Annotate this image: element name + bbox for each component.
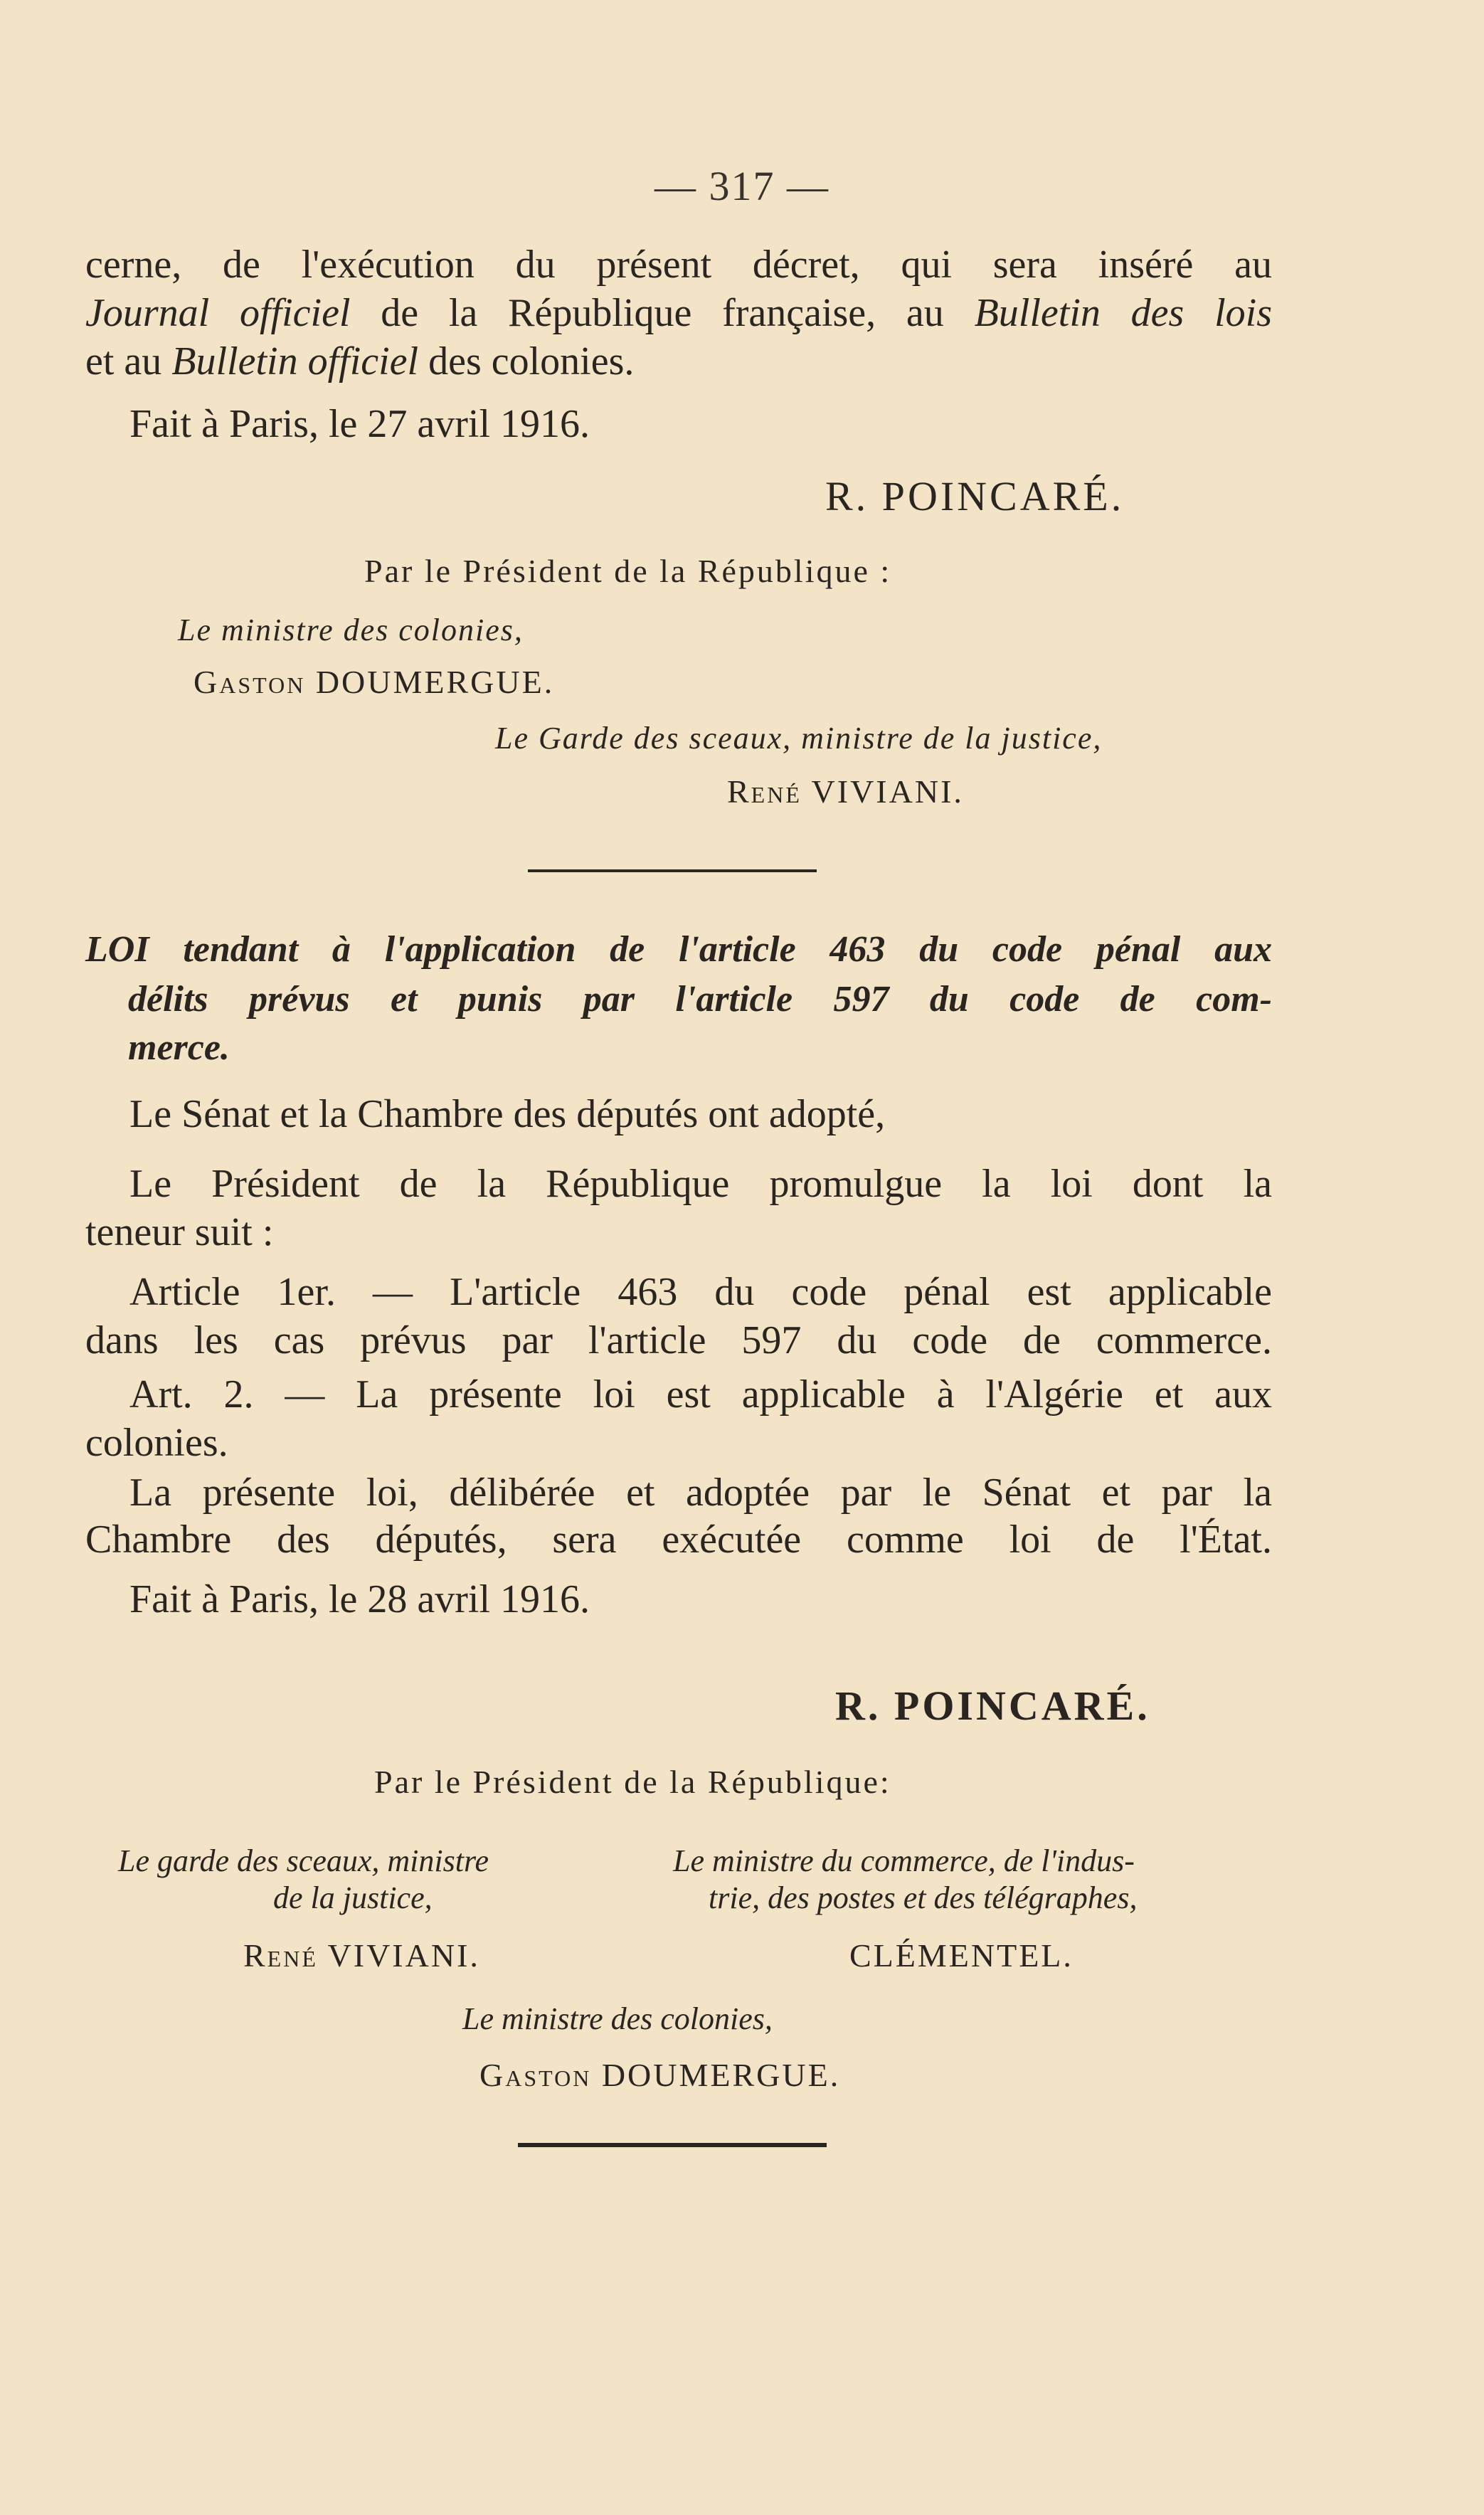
law-left-name: René VIVIANI. (243, 1937, 480, 1974)
bulletin-des-lois: Bulletin des lois (974, 291, 1272, 335)
decree-minister-colonies-title: Le ministre des colonies, (178, 613, 524, 647)
decree-line-2-mid: de la République française, au (350, 291, 975, 335)
law-right-name: CLÉMENTEL. (849, 1937, 1074, 1974)
law-para-2b: teneur suit : (85, 1210, 274, 1254)
decree-keeper-name: René VIVIANI. (727, 773, 964, 810)
decree-line-2 (85, 289, 1272, 337)
law-article-2: Art. 2. — La présente loi est applicable à l'Algérie et aux (129, 1372, 1272, 1417)
end-divider (518, 2143, 827, 2147)
law-left-title-2: de la justice, (273, 1880, 433, 1915)
decree-signature: R. POINCARÉ. (825, 473, 1125, 519)
decree-line-1: cerne, de l'exécution du présent décret, qui sera inséré au (85, 243, 1272, 287)
page-number: — 317 — (654, 163, 830, 209)
section-divider (528, 869, 817, 872)
decree-keeper-title: Le Garde des sceaux, ministre de la justice, (495, 721, 1103, 756)
law-para-3: La présente loi, délibérée et adoptée par le Sénat et par la (129, 1471, 1272, 1515)
law-signature: R. POINCARÉ. (835, 1683, 1150, 1729)
decree-minister-colonies-name: Gaston DOUMERGUE. (194, 664, 555, 700)
law-title-line-2: délits prévus et punis par l'article 597 du code de com- (128, 979, 1272, 1020)
law-para-2: Le Président de la République promulgue la loi dont la (129, 1162, 1272, 1206)
law-right-title-1: Le ministre du commerce, de l'indus- (673, 1843, 1135, 1878)
decree-line-3: et au Bulletin officiel des colonies. (85, 339, 635, 383)
law-article-2b: colonies. (85, 1421, 228, 1465)
decree-done: Fait à Paris, le 27 avril 1916. (129, 402, 590, 446)
law-title-line-3: merce. (128, 1027, 230, 1068)
law-para-1: Le Sénat et la Chambre des députés ont adopté, (129, 1092, 886, 1136)
law-colonies-name: Gaston DOUMERGUE. (479, 2057, 841, 2093)
bulletin-officiel: Bulletin officiel (171, 339, 419, 383)
journal-officiel: Journal officiel (85, 291, 351, 335)
law-article-1b: dans les cas prévus par l'article 597 du code de commerce. (85, 1318, 1272, 1362)
law-done: Fait à Paris, le 28 avril 1916. (129, 1577, 590, 1621)
law-title-line-1: LOI tendant à l'application de l'article 463 du code pénal aux (85, 929, 1272, 970)
law-right-title-2: trie, des postes et des télégraphes, (709, 1880, 1138, 1915)
law-left-title-1: Le garde des sceaux, ministre (118, 1843, 489, 1878)
law-colonies-title: Le ministre des colonies, (462, 2001, 773, 2036)
law-para-3b: Chambre des députés, sera exécutée comme loi de l'État. (85, 1518, 1272, 1562)
law-by-president: Par le Président de la République: (374, 1764, 891, 1800)
decree-by-president: Par le Président de la République : (364, 553, 892, 589)
law-article-1: Article 1er. — L'article 463 du code pénal est applicable (129, 1270, 1272, 1314)
